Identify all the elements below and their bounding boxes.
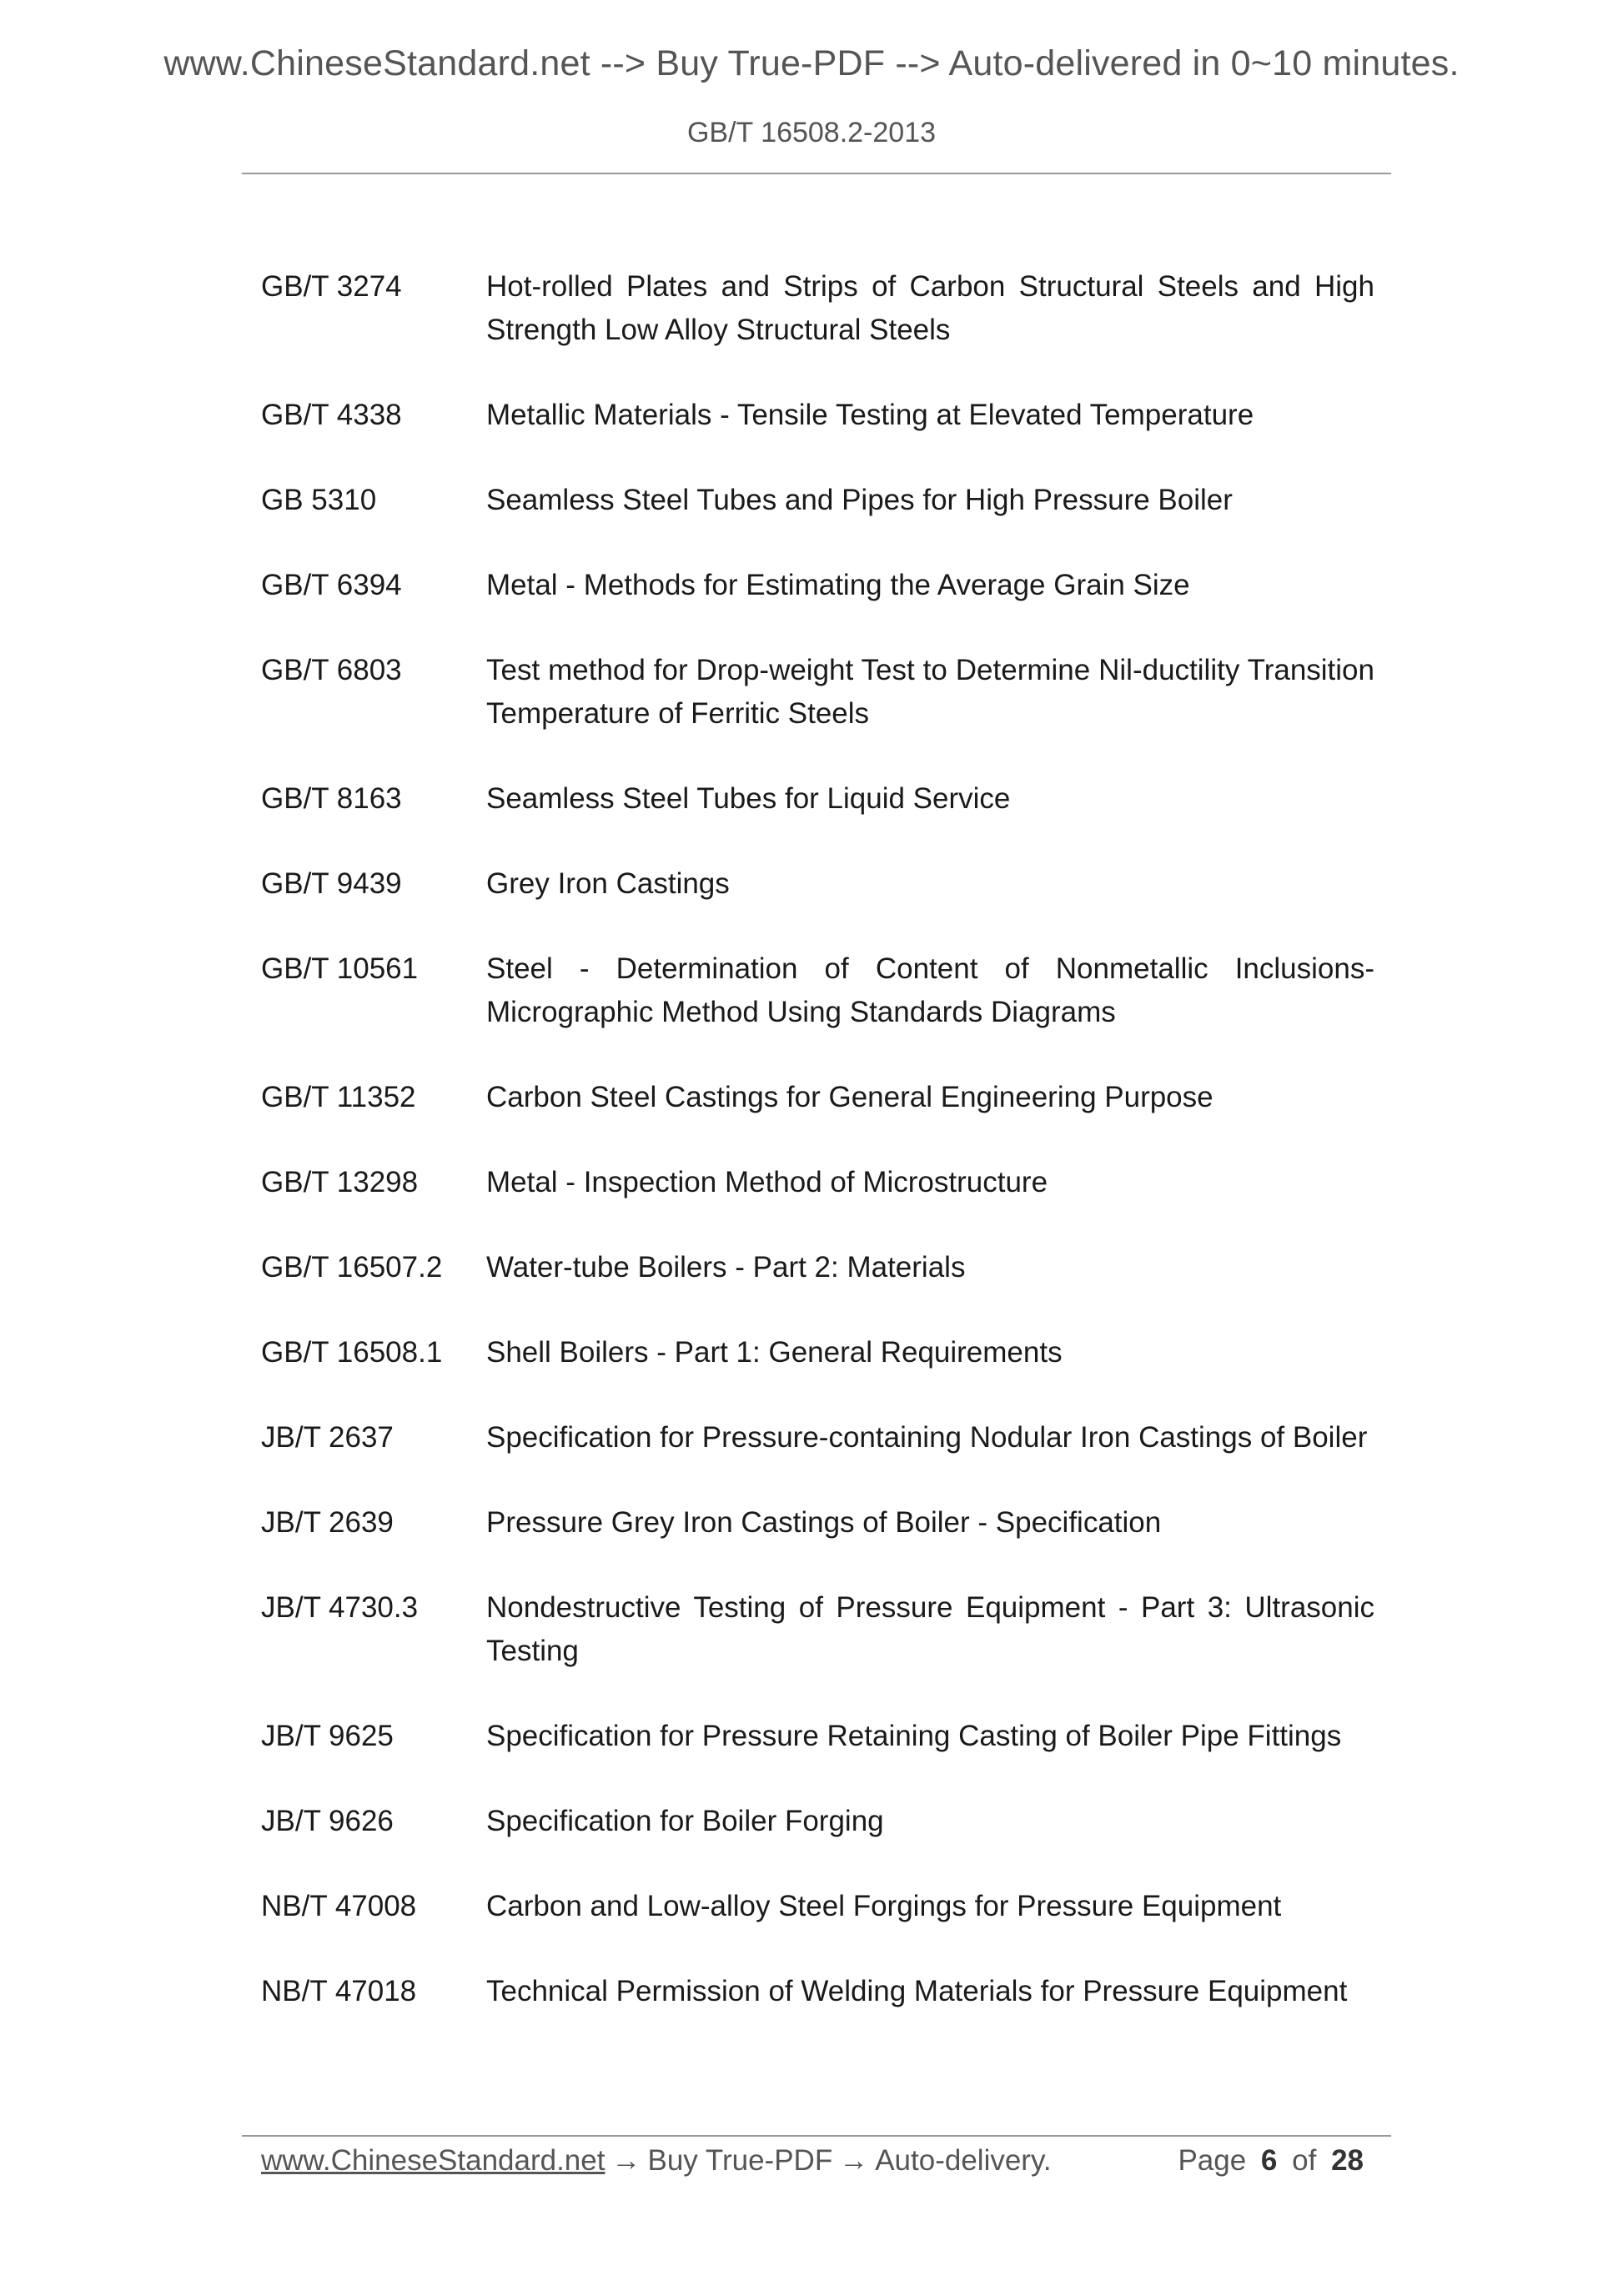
page-current: 6 [1260,2144,1278,2177]
reference-title: Metallic Materials - Tensile Testing at Elevated Temperature [486,399,1254,431]
reference-title: Water-tube Boilers - Part 2: Materials [486,1251,966,1284]
reference-code: JB/T 2639 [261,1506,394,1539]
reference-code: GB/T 6394 [261,569,402,601]
page-of-label: of [1292,2144,1317,2177]
footer-promo [261,2144,1052,2178]
reference-code: GB/T 9439 [261,867,402,900]
reference-code: GB/T 11352 [261,1081,416,1113]
footer-divider [242,2135,1391,2137]
reference-code: NB/T 47018 [261,1975,417,2007]
top-banner: www.ChineseStandard.net --> Buy True-PDF --> Auto-delivered in 0~10 minutes. [163,43,1460,83]
reference-code: JB/T 4730.3 [261,1591,419,1624]
reference-code: GB/T 3274 [261,270,402,303]
page-total: 28 [1331,2144,1364,2177]
footer-delivery-text: Auto-delivery. [875,2144,1052,2177]
reference-code: JB/T 2637 [261,1421,394,1454]
reference-row [261,947,1374,1034]
arrow-right-icon: → [839,2144,869,2177]
reference-row [261,1800,1374,1843]
reference-row [261,862,1374,906]
header-divider [242,173,1391,174]
reference-row [261,564,1374,607]
reference-title: Specification for Boiler Forging [486,1805,884,1837]
reference-code: GB/T 16507.2 [261,1251,443,1284]
reference-row [261,1246,1374,1289]
reference-title: Grey Iron Castings [486,867,730,900]
reference-code: GB/T 8163 [261,782,402,815]
reference-title: Shell Boilers - Part 1: General Requirements [486,1336,1063,1369]
reference-title: Steel - Determination of Content of Nonmetallic Inclusions-Micrographic Method Using Standards Diagrams [486,952,1374,1028]
reference-code: GB/T 4338 [261,399,402,431]
reference-title: Hot-rolled Plates and Strips of Carbon Structural Steels and High Strength Low Alloy Structural Steels [486,270,1374,346]
reference-title: Carbon Steel Castings for General Engineering Purpose [486,1081,1213,1113]
reference-code: JB/T 9626 [261,1805,394,1837]
reference-title: Metal - Methods for Estimating the Average Grain Size [486,569,1190,601]
document-code-header: GB/T 16508.2-2013 [686,117,937,148]
page-footer [261,2140,1364,2182]
reference-title: Metal - Inspection Method of Microstructure [486,1166,1048,1198]
reference-title: Seamless Steel Tubes and Pipes for High Pressure Boiler [486,484,1233,516]
reference-title: Specification for Pressure-containing Nodular Iron Castings of Boiler [486,1421,1368,1454]
reference-row [261,265,1374,352]
reference-row [261,1416,1374,1459]
reference-title: Nondestructive Testing of Pressure Equipment - Part 3: Ultrasonic Testing [486,1591,1374,1667]
reference-row [261,1885,1374,1928]
reference-title: Carbon and Low-alloy Steel Forgings for Pressure Equipment [486,1890,1282,1922]
reference-code: NB/T 47008 [261,1890,417,1922]
arrow-right-icon: → [611,2144,641,2177]
reference-row [261,1331,1374,1374]
page-label: Page [1178,2144,1247,2177]
reference-row [261,777,1374,821]
reference-code: GB/T 6803 [261,654,402,686]
reference-row [261,1501,1374,1545]
footer-site-link[interactable]: www.ChineseStandard.net [261,2144,605,2177]
reference-code: GB/T 10561 [261,952,419,985]
reference-row [261,1161,1374,1204]
reference-row [261,1586,1374,1673]
reference-row [261,394,1374,437]
reference-row [261,649,1374,736]
reference-code: GB 5310 [261,484,377,516]
footer-buy-text: Buy True-PDF [647,2144,833,2177]
reference-title: Seamless Steel Tubes for Liquid Service [486,782,1011,815]
reference-code: JB/T 9625 [261,1720,394,1752]
reference-row [261,1715,1374,1758]
reference-row [261,1970,1374,2013]
reference-row [261,1076,1374,1119]
reference-title: Test method for Drop-weight Test to Determine Nil-ductility Transition Temperature of Ferritic Steels [486,654,1374,730]
reference-title: Pressure Grey Iron Castings of Boiler - Specification [486,1506,1162,1539]
reference-row [261,479,1374,522]
normative-references-list [261,265,1374,2055]
reference-code: GB/T 16508.1 [261,1336,443,1369]
reference-title: Specification for Pressure Retaining Casting of Boiler Pipe Fittings [486,1720,1342,1752]
reference-code: GB/T 13298 [261,1166,419,1198]
reference-title: Technical Permission of Welding Materials for Pressure Equipment [486,1975,1348,2007]
page-number [1171,2144,1364,2178]
